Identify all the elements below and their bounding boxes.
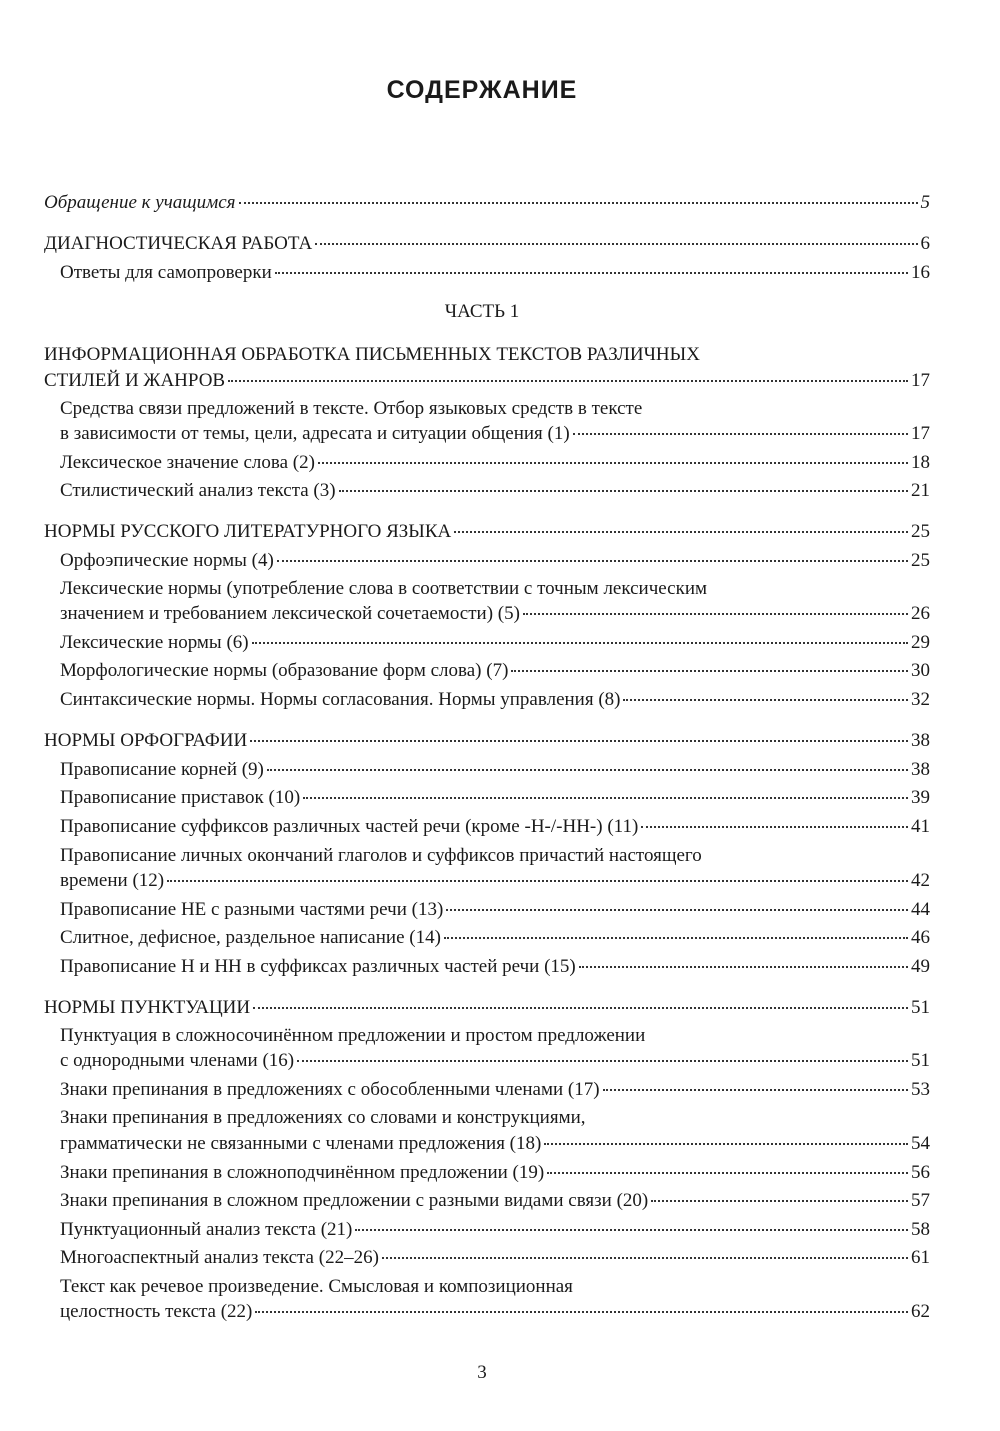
toc-entry-title: грамматически не связанными с членами предложения (18): [60, 1133, 542, 1154]
toc-entry[interactable]: [60, 452, 930, 474]
toc-leader-dots: [579, 966, 908, 968]
toc-leader-dots: [446, 909, 908, 911]
toc-entry-title: Правописание корней (9): [60, 759, 264, 780]
toc-leader-dots: [239, 202, 918, 204]
toc-leader-dots: [511, 670, 908, 672]
toc-entry-title: значением и требованием лексической сочетаемости) (5): [60, 603, 520, 624]
toc-page-number: 62: [911, 1301, 930, 1322]
toc-entry[interactable]: [60, 1301, 930, 1323]
toc-entry-title: Правописание Н и НН в суффиксах различных частей речи (15): [60, 956, 576, 977]
toc-entry-title: времени (12): [60, 870, 165, 891]
toc-page-number: 38: [911, 759, 930, 780]
toc-leader-dots: [544, 1143, 908, 1145]
toc-page-number: 6: [920, 233, 930, 254]
toc-page-number: 58: [911, 1219, 930, 1240]
toc-entry-title: СТИЛЕЙ И ЖАНРОВ: [44, 370, 226, 391]
toc-page-number: 5: [920, 192, 930, 213]
toc-entry-title: Синтаксические нормы. Нормы согласования. Нормы управления (8): [60, 689, 621, 710]
toc-entry-title: Пунктуационный анализ текста (21): [60, 1219, 353, 1240]
toc-leader-dots: [277, 560, 908, 562]
toc-page-number: 42: [911, 870, 930, 891]
toc-page-number: 56: [911, 1162, 930, 1183]
toc-entry[interactable]: [60, 1079, 930, 1101]
toc-entry-title: Многоаспектный анализ текста (22–26): [60, 1247, 379, 1268]
toc-leader-dots: [523, 613, 908, 615]
toc-leader-dots: [255, 1311, 908, 1313]
toc-page-number: 25: [911, 550, 930, 571]
toc-page-number: 41: [911, 816, 930, 837]
toc-entry-title: с однородными членами (16): [60, 1050, 295, 1071]
toc-entry-section-info[interactable]: [44, 370, 930, 392]
toc-entry[interactable]: [60, 1050, 930, 1072]
toc-entry-first-line: Средства связи предложений в тексте. Отбор языковых средств в тексте: [60, 398, 643, 419]
toc-entry-title: в зависимости от темы, цели, адресата и ситуации общения (1): [60, 423, 570, 444]
toc-entry-title: Правописание суффиксов различных частей речи (кроме -Н-/-НН-) (11): [60, 816, 639, 837]
toc-entry-title: Ответы для самопроверки: [60, 262, 272, 283]
toc-page-number: 38: [911, 730, 930, 751]
toc-leader-dots: [641, 826, 908, 828]
toc-page-number: 51: [911, 1050, 930, 1071]
toc-entry[interactable]: [60, 1190, 930, 1212]
toc-entry-title: Стилистический анализ текста (3): [60, 480, 336, 501]
toc-page-number: 61: [911, 1247, 930, 1268]
toc-page-number: 46: [911, 927, 930, 948]
toc-entry-section-orthography[interactable]: [44, 730, 930, 752]
toc-entry-title: Орфоэпические нормы (4): [60, 550, 274, 571]
toc-entry-title: НОРМЫ РУССКОГО ЛИТЕРАТУРНОГО ЯЗЫКА: [44, 521, 452, 542]
toc-entry-title: Морфологические нормы (образование форм слова) (7): [60, 660, 509, 681]
toc-leader-dots: [315, 243, 917, 245]
toc-entry-title: Лексическое значение слова (2): [60, 452, 315, 473]
toc-entry-title: Обращение к учащимся: [44, 192, 236, 213]
toc-entry[interactable]: [60, 480, 930, 502]
toc-leader-dots: [303, 797, 908, 799]
toc-leader-dots: [603, 1089, 908, 1091]
page-title: СОДЕРЖАНИЕ: [386, 76, 578, 104]
toc-entry-title: Знаки препинания в сложноподчинённом предложении (19): [60, 1162, 545, 1183]
toc-page-number: 29: [911, 632, 930, 653]
toc-entry[interactable]: [60, 759, 930, 781]
toc-entry-answers[interactable]: [60, 262, 930, 284]
toc-leader-dots: [623, 699, 908, 701]
toc-leader-dots: [228, 380, 908, 382]
toc-leader-dots: [382, 1257, 908, 1259]
toc-entry-title: целостность текста (22): [60, 1301, 253, 1322]
toc-entry[interactable]: [60, 1133, 930, 1155]
toc-entry-title: НОРМЫ ПУНКТУАЦИИ: [44, 997, 251, 1018]
toc-entry[interactable]: [60, 550, 930, 572]
page-number: 3: [477, 1362, 487, 1383]
toc-entry-section-punctuation[interactable]: [44, 997, 930, 1019]
toc-entry-first-line: Пунктуация в сложносочинённом предложении и простом предложении: [60, 1025, 646, 1046]
toc-entry-first-line: Знаки препинания в предложениях со словами и конструкциями,: [60, 1107, 586, 1128]
toc-entry-title: НОРМЫ ОРФОГРАФИИ: [44, 730, 248, 751]
toc-entry-title: Слитное, дефисное, раздельное написание (14): [60, 927, 441, 948]
toc-leader-dots: [651, 1200, 908, 1202]
toc-entry-title: Знаки препинания в предложениях с обособленными членами (17): [60, 1079, 600, 1100]
toc-page-number: 21: [911, 480, 930, 501]
toc-page-number: 32: [911, 689, 930, 710]
toc-entry[interactable]: [60, 603, 930, 625]
toc-leader-dots: [250, 740, 908, 742]
toc-page-number: 44: [911, 899, 930, 920]
toc-leader-dots: [454, 531, 908, 533]
toc-entry[interactable]: [60, 689, 930, 711]
toc-leader-dots: [252, 642, 908, 644]
toc-leader-dots: [547, 1172, 908, 1174]
toc-entry[interactable]: [60, 787, 930, 809]
toc-page-number: 57: [911, 1190, 930, 1211]
toc-leader-dots: [267, 769, 908, 771]
toc-leader-dots: [253, 1007, 908, 1009]
toc-entry-title: Правописание НЕ с разными частями речи (13): [60, 899, 444, 920]
toc-leader-dots: [444, 937, 908, 939]
toc-leader-dots: [297, 1060, 908, 1062]
toc-entry[interactable]: [60, 870, 930, 892]
toc-entry[interactable]: [60, 956, 930, 978]
toc-entry[interactable]: [60, 899, 930, 921]
toc-entry[interactable]: [60, 1162, 930, 1184]
toc-page-number: 39: [911, 787, 930, 808]
toc-entry[interactable]: [60, 423, 930, 445]
toc-entry-title: Знаки препинания в сложном предложении с разными видами связи (20): [60, 1190, 649, 1211]
toc-leader-dots: [573, 433, 908, 435]
toc-entry[interactable]: [60, 927, 930, 949]
toc-page-number: 17: [911, 370, 930, 391]
toc-page-number: 25: [911, 521, 930, 542]
toc-page-number: 18: [911, 452, 930, 473]
toc-page-number: 30: [911, 660, 930, 681]
toc-leader-dots: [275, 272, 908, 274]
toc-entry[interactable]: [60, 1247, 930, 1269]
toc-leader-dots: [355, 1229, 908, 1231]
toc-entry-title: Лексические нормы (6): [60, 632, 249, 653]
toc-leader-dots: [167, 880, 908, 882]
toc-entry[interactable]: [60, 660, 930, 682]
toc-entry[interactable]: [60, 632, 930, 654]
toc-entry-appeal[interactable]: [44, 192, 930, 214]
toc-entry-first-line: ИНФОРМАЦИОННАЯ ОБРАБОТКА ПИСЬМЕННЫХ ТЕКСТОВ РАЗЛИЧНЫХ: [44, 344, 700, 365]
toc-entry[interactable]: [60, 1219, 930, 1241]
toc-page-number: 17: [911, 423, 930, 444]
toc-page-number: 49: [911, 956, 930, 977]
toc-entry[interactable]: [60, 816, 930, 838]
toc-page-number: 51: [911, 997, 930, 1018]
toc-page-number: 26: [911, 603, 930, 624]
toc-leader-dots: [318, 462, 908, 464]
toc-leader-dots: [339, 490, 908, 492]
toc-entry-diagnostic[interactable]: [44, 233, 930, 255]
part-heading: ЧАСТЬ 1: [444, 301, 520, 322]
toc-entry-section-norms[interactable]: [44, 521, 930, 543]
toc-entry-title: ДИАГНОСТИЧЕСКАЯ РАБОТА: [44, 233, 313, 254]
toc-page-number: 53: [911, 1079, 930, 1100]
toc-entry-title: Правописание приставок (10): [60, 787, 301, 808]
toc-entry-first-line: Текст как речевое произведение. Смысловая и композиционная: [60, 1276, 573, 1297]
toc-page-number: 16: [911, 262, 930, 283]
toc-entry-first-line: Лексические нормы (употребление слова в соответствии с точным лексическим: [60, 578, 708, 599]
toc-entry-first-line: Правописание личных окончаний глаголов и суффиксов причастий настоящего: [60, 845, 702, 866]
toc-page-number: 54: [911, 1133, 930, 1154]
